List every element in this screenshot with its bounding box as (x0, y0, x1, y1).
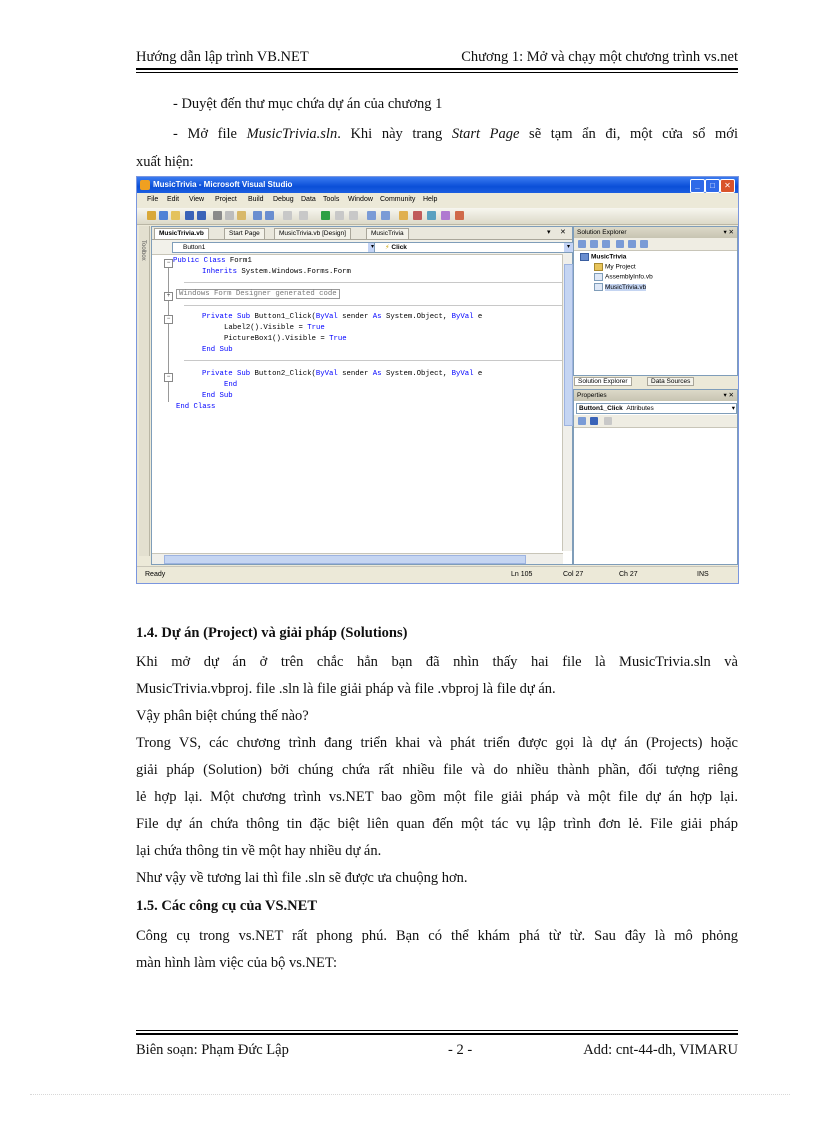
expand-icon: + (164, 292, 173, 301)
save-icon (185, 211, 194, 220)
code-separator (184, 305, 564, 306)
property-pages-icon (604, 417, 612, 425)
solution-explorer-icon (399, 211, 408, 220)
toolbox-icon (441, 211, 450, 220)
bookmark-icon (367, 211, 376, 220)
uncomment-icon (265, 211, 274, 220)
start-debug-icon (321, 211, 330, 220)
paragraph-line: MusicTrivia.vbproj. file .sln là file giải pháp và file .vbproj là file dự án. (136, 681, 556, 697)
start-page-icon (455, 211, 464, 220)
status-ready: Ready (145, 571, 166, 578)
tab-musictrivia-vb: MusicTrivia.vb (154, 228, 209, 239)
scroll-thumb (564, 264, 573, 426)
status-char: Ch 27 (619, 571, 638, 578)
properties-icon (578, 240, 586, 248)
visual-studio-screenshot (136, 176, 739, 584)
code-line-8: Private Sub Button2_Click(ByVal sender As System.Object, ByVal e (202, 370, 483, 378)
vs-title-bar (137, 177, 738, 193)
add-item-icon (159, 211, 168, 220)
menu-build: Build (248, 196, 264, 203)
collapse-icon: − (164, 259, 173, 268)
intro-line-2: - Mở file MusicTrivia.sln. Khi này trang Start Page sẽ tạm ẩn đi, một cửa sổ mới (173, 126, 738, 142)
scroll-thumb (164, 555, 526, 564)
properties-icon (413, 211, 422, 220)
menu-project: Project (215, 196, 237, 203)
code-region: Windows Form Designer generated code (176, 290, 340, 298)
tab-musictrivia: MusicTrivia (366, 228, 409, 239)
menu-help: Help (423, 196, 438, 203)
footer-rule-thin (136, 1030, 738, 1031)
solution-explorer-title-bar: Solution Explorer ▾ ✕ (574, 227, 737, 238)
code-line-2: Inherits System.Windows.Forms.Form (202, 268, 351, 276)
code-line-11: End Class (176, 403, 216, 411)
redo-icon (299, 211, 308, 220)
vs-menu-bar (137, 194, 738, 207)
paragraph-line: màn hình làm việc của bộ vs.NET: (136, 955, 338, 971)
vs-status-bar (137, 566, 738, 584)
tab-design: MusicTrivia.vb [Design] (274, 228, 351, 239)
paragraph-line: lại chứa thông tin về một hay nhiều dự án. (136, 843, 382, 859)
properties-title-bar: Properties ▾ ✕ (574, 390, 737, 401)
paragraph-line: lẻ hợp lại. Một chương trình vs.NET bao gồm một file giải pháp và một file dự án hợp lại. (136, 789, 738, 805)
view-designer-icon (628, 240, 636, 248)
editor-horizontal-scrollbar (152, 553, 563, 564)
refresh-icon (602, 240, 610, 248)
toolbox-label: Toolbox (140, 240, 146, 261)
page-edge-dots (30, 1094, 790, 1096)
footer-rule (136, 1033, 738, 1035)
footer-author: Biên soạn: Phạm Đức Lập (136, 1042, 289, 1058)
cut-icon (213, 211, 222, 220)
paragraph-line: giải pháp (Solution) bởi chúng chứa rất nhiều file và do nhiều thành phần, đối tượng riêng (136, 762, 738, 778)
navigation-bar (152, 240, 572, 255)
page-number: - 2 - (448, 1042, 473, 1058)
section-1-4-heading: 1.4. Dự án (Project) và giải pháp (Solutions) (136, 625, 408, 641)
minimize-icon: _ (690, 179, 705, 193)
properties-panel (573, 389, 738, 565)
menu-data: Data (301, 196, 316, 203)
collapse-icon: − (164, 315, 173, 324)
code-line-1: Public Class Form1 (173, 257, 252, 265)
code-separator (184, 360, 564, 361)
paragraph-line: Vậy phân biệt chúng thế nào? (136, 708, 309, 724)
close-icon: ✕ (720, 179, 735, 193)
menu-view: View (189, 196, 205, 203)
code-separator (184, 282, 564, 283)
pause-icon (335, 211, 344, 220)
menu-edit: Edit (167, 196, 180, 203)
header-right: Chương 1: Mở và chạy một chương trình vs.net (461, 49, 738, 65)
editor-vertical-scrollbar (562, 254, 572, 551)
paragraph-line: Trong VS, các chương trình đang triển khai và phát triển được gọi là dự án (Projects) hoặc (136, 735, 738, 751)
header-rule-thin (136, 72, 738, 73)
status-line: Ln 105 (511, 571, 533, 578)
code-line-4: Private Sub Button1_Click(ByVal sender As System.Object, ByVal e (202, 313, 483, 321)
new-project-icon (147, 211, 156, 220)
code-line-6: PictureBox1().Visible = True (224, 335, 347, 343)
code-line-10: End Sub (202, 392, 233, 400)
vs-toolbar (137, 208, 738, 225)
code-area (160, 257, 564, 539)
tab-solution-explorer: Solution Explorer (574, 377, 632, 386)
show-all-files-icon (590, 240, 598, 248)
tab-close-icon: ✕ (560, 229, 566, 236)
menu-tools: Tools (323, 196, 340, 203)
status-insert-mode: INS (697, 571, 709, 578)
maximize-icon: □ (705, 179, 720, 193)
copy-icon (225, 211, 234, 220)
tree-item-project: MusicTrivia (580, 253, 626, 261)
paragraph-line: File dự án chứa thông tin đặc biệt liên quan đến một tác vụ lập trình đơn lẻ. File giải pháp (136, 816, 738, 832)
tab-data-sources: Data Sources (647, 377, 694, 386)
code-editor (151, 226, 573, 565)
status-column: Col 27 (563, 571, 584, 578)
menu-window: Window (348, 196, 373, 203)
toolbox-strip (139, 226, 150, 556)
tree-item-assemblyinfo: AssemblyInfo.vb (594, 273, 653, 281)
intro-line-1: - Duyệt đến thư mục chứa dự án của chương 1 (173, 96, 443, 112)
view-code-icon (616, 240, 624, 248)
menu-community: Community (380, 196, 416, 203)
header-left: Hướng dẫn lập trình VB.NET (136, 49, 309, 65)
chevron-down-icon: ▾ (368, 243, 377, 252)
menu-debug: Debug (273, 196, 294, 203)
paragraph-line: Công cụ trong vs.NET rất phong phú. Bạn có thể khám phá từ từ. Sau đây là mô phỏng (136, 928, 738, 944)
pin-close-icon: ▾ ✕ (723, 229, 734, 236)
paragraph-line: Như vậy về tương lai thì file .sln sẽ được ưa chuộng hơn. (136, 870, 468, 886)
footer-address: Add: cnt-44-dh, VIMARU (583, 1042, 738, 1058)
save-all-icon (197, 211, 206, 220)
solution-explorer-panel (573, 226, 738, 376)
collapse-icon: − (164, 373, 173, 382)
code-line-9: End (224, 381, 238, 389)
section-1-5-heading: 1.5. Các công cụ của VS.NET (136, 898, 317, 914)
menu-file: File (147, 196, 159, 203)
undo-icon (283, 211, 292, 220)
class-diagram-icon (640, 240, 648, 248)
alphabetical-icon (590, 417, 598, 425)
properties-toolbar (574, 415, 737, 428)
tab-start-page: Start Page (224, 228, 265, 239)
tree-item-musictrivia-vb: MusicTrivia.vb (594, 283, 646, 291)
paragraph-line: Khi mở dự án ở trên chắc hẳn bạn đã nhìn thấy hai file là MusicTrivia.sln và (136, 654, 738, 670)
header-rule (136, 68, 738, 70)
page-header (136, 49, 738, 69)
solution-explorer-toolbar (574, 238, 737, 251)
code-line-5: Label2().Visible = True (224, 324, 325, 332)
open-icon (171, 211, 180, 220)
document-tabs (152, 227, 572, 240)
object-dropdown: Button1 ▾ (172, 242, 378, 253)
intro-line-3: xuất hiện: (136, 154, 194, 170)
vs-window-title: MusicTrivia - Microsoft Visual Studio (153, 180, 293, 189)
pin-close-icon: ▾ ✕ (723, 392, 734, 399)
chevron-down-icon: ▾ (731, 405, 735, 412)
stop-icon (349, 211, 358, 220)
categorized-icon (578, 417, 586, 425)
explorer-panel-tabs (573, 376, 738, 387)
comment-icon (253, 211, 262, 220)
tab-dropdown-icon: ▾ (547, 229, 551, 236)
paste-icon (237, 211, 246, 220)
object-browser-icon (427, 211, 436, 220)
chevron-down-icon: ▾ (564, 243, 573, 252)
find-icon (381, 211, 390, 220)
vs-app-icon (140, 180, 150, 190)
lightning-icon: ⚡ (385, 244, 390, 251)
properties-object-selector: Button1_Click Attributes ▾ (576, 403, 737, 414)
event-dropdown: ⚡ Click ▾ (374, 242, 574, 253)
code-line-7: End Sub (202, 346, 233, 354)
tree-item-my-project: My Project (594, 263, 636, 271)
page-footer (136, 1042, 738, 1062)
